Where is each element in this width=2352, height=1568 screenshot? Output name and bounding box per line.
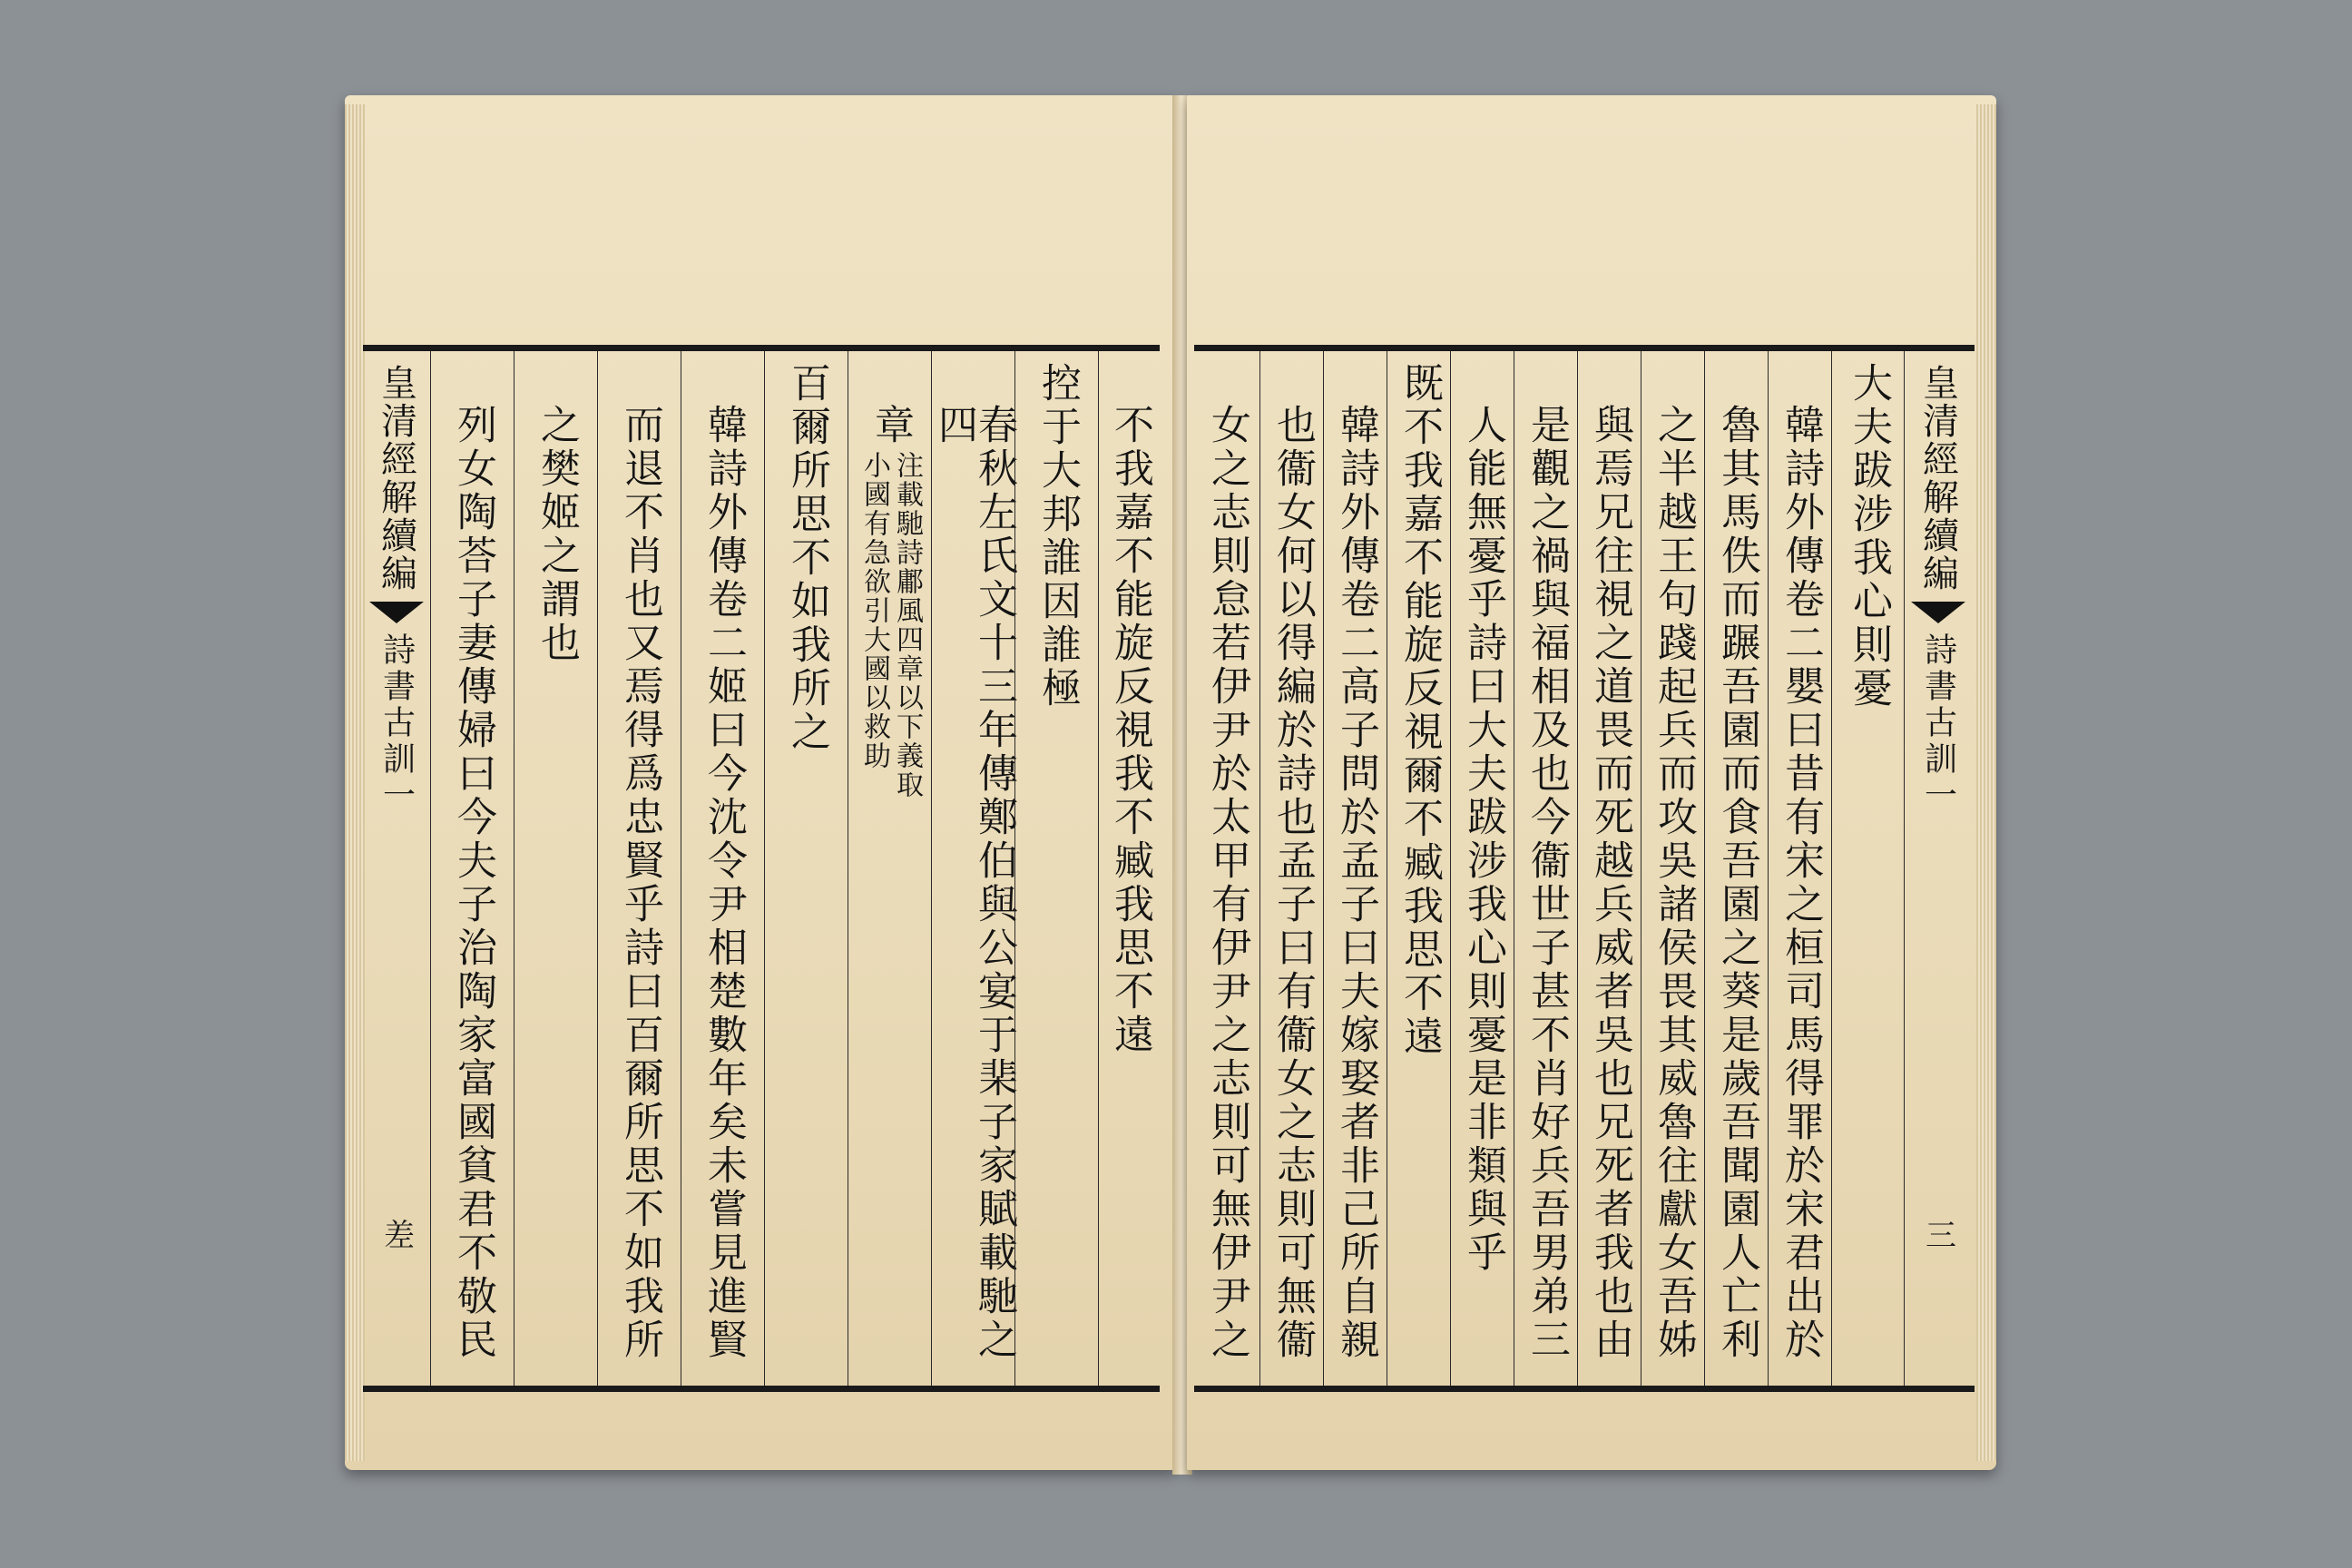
text-column <box>1387 351 1451 1386</box>
folio-number: 三 <box>1919 1219 1956 1250</box>
folio-number: 差 <box>377 1219 415 1250</box>
right-banxin <box>1904 351 1972 1386</box>
commentary-note <box>858 447 923 799</box>
text-column <box>1098 351 1161 1386</box>
left-page <box>345 95 1178 1470</box>
banxin-title: 皇清經解續編 <box>1916 364 1959 593</box>
text-column <box>1323 351 1387 1386</box>
column-text: 而退不肖也又焉得爲忠賢乎詩曰百爾所思不如我所 <box>617 404 663 1362</box>
fish-tail-mark-icon <box>1911 602 1965 623</box>
text-column <box>1259 351 1324 1386</box>
column-text: 也衞女何以得編於詩也孟子曰有衞女之志則可無衞 <box>1269 404 1316 1362</box>
column-text: 既不我嘉不能旋反視爾不臧我思不遠 <box>1396 362 1443 1059</box>
text-column <box>430 351 514 1386</box>
column-text: 之半越王句踐起兵而攻吳諸侯畏其威魯往獻女吾姊 <box>1651 404 1697 1362</box>
text-column <box>1014 351 1099 1386</box>
banxin-section: 詩書古訓一 <box>1919 632 1957 814</box>
right-page-frame <box>1194 345 1975 1392</box>
open-book <box>345 95 1996 1475</box>
column-text: 韓詩外傳卷二高子問於孟子曰夫嫁娶者非己所自親 <box>1333 404 1379 1362</box>
text-column <box>1831 351 1905 1386</box>
column-text: 章 <box>867 404 914 447</box>
left-banxin <box>363 351 430 1386</box>
column-text: 不我嘉不能旋反視我不臧我思不遠 <box>1107 404 1153 1057</box>
text-column <box>1450 351 1514 1386</box>
text-column-with-note <box>848 351 932 1386</box>
column-text: 列女陶荅子妻傳婦曰今夫子治陶家富國貧君不敬民 <box>450 404 496 1362</box>
text-column <box>514 351 598 1386</box>
text-column <box>1641 351 1705 1386</box>
column-text: 是觀之禍與福相及也今衞世子甚不肖好兵吾男弟三 <box>1524 404 1570 1362</box>
column-text: 女之志則怠若伊尹於太甲有伊尹之志則可無伊尹之 <box>1204 404 1250 1362</box>
page-edge <box>345 104 365 1461</box>
text-column <box>597 351 681 1386</box>
column-text: 韓詩外傳卷二嬰曰昔有宋之桓司馬得罪於宋君出於 <box>1778 404 1824 1362</box>
column-text: 人能無憂乎詩曰大夫跋涉我心則憂是非類與乎 <box>1460 404 1506 1275</box>
text-column <box>681 351 765 1386</box>
fish-tail-mark-icon <box>369 602 424 623</box>
column-text: 之樊姬之謂也 <box>534 404 580 665</box>
text-column <box>931 351 1015 1386</box>
column-text: 大夫跋涉我心則憂 <box>1846 362 1892 710</box>
banxin-title: 皇清經解續編 <box>375 364 417 593</box>
column-text: 韓詩外傳卷二姬曰今沈令尹相楚數年矣未嘗見進賢 <box>701 404 747 1362</box>
text-column <box>764 351 848 1386</box>
column-text: 控于大邦誰因誰極 <box>1034 362 1081 710</box>
column-text: 春秋左氏文十三年傳鄭伯與公宴于棐子家賦載馳之四 <box>931 404 1017 1362</box>
note-right: 注載馳詩鄘風四章以下義取 <box>891 451 923 799</box>
page-edge <box>1976 104 1996 1461</box>
banxin-section: 詩書古訓一 <box>377 632 416 814</box>
text-column <box>1577 351 1642 1386</box>
text-column <box>1514 351 1578 1386</box>
text-column <box>1768 351 1832 1386</box>
text-column <box>1194 351 1259 1386</box>
text-column <box>1704 351 1769 1386</box>
right-page <box>1187 95 1996 1470</box>
column-text: 魯其馬佚而蹍吾園而食吾園之葵是歲吾聞園人亡利 <box>1714 404 1760 1362</box>
column-text: 百爾所思不如我所之 <box>784 362 830 754</box>
left-page-frame <box>363 345 1160 1392</box>
note-left: 小國有急欲引大國以救助 <box>858 451 890 770</box>
column-text: 與焉兄往視之道畏而死越兵威者吳也兄死者我也由 <box>1587 404 1633 1362</box>
